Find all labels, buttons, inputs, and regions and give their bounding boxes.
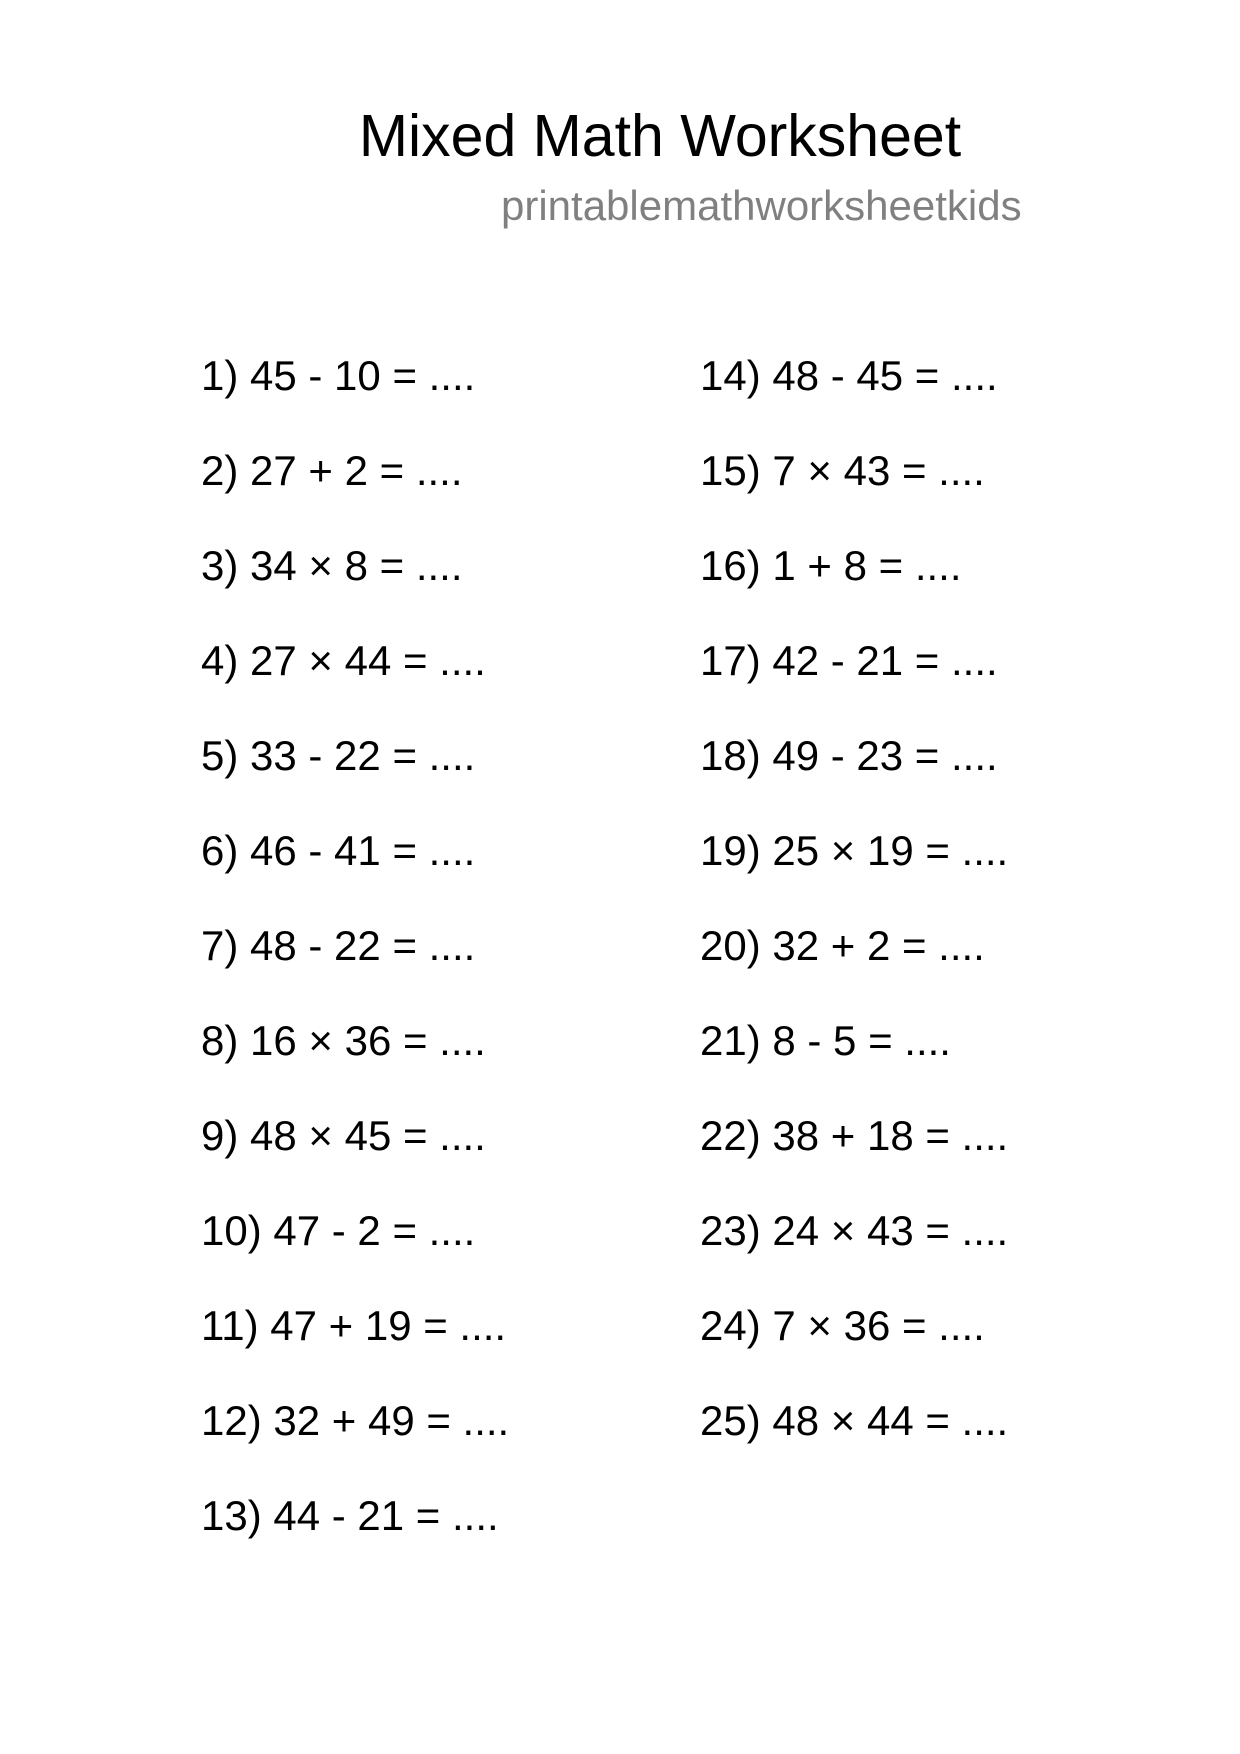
math-problem: 9) 48 × 45 = .... [201,1112,486,1159]
problem-column-left [201,348,509,1583]
math-problem: 17) 42 - 21 = .... [700,637,998,684]
math-problem: 12) 32 + 49 = .... [201,1397,510,1444]
page-subtitle: printablemathworksheetkids [501,182,1022,229]
math-problem: 8) 16 × 36 = .... [201,1017,486,1064]
math-problem: 6) 46 - 41 = .... [201,827,476,874]
math-problem: 20) 32 + 2 = .... [700,922,985,969]
math-problem: 19) 25 × 19 = .... [700,827,1009,874]
math-problem: 2) 27 + 2 = .... [201,447,463,494]
math-problem: 13) 44 - 21 = .... [201,1492,499,1539]
math-problem: 23) 24 × 43 = .... [700,1207,1009,1254]
math-problem: 5) 33 - 22 = .... [201,732,476,779]
math-problem: 22) 38 + 18 = .... [700,1112,1009,1159]
math-problem: 21) 8 - 5 = .... [700,1017,951,1064]
math-problem: 24) 7 × 36 = .... [700,1302,985,1349]
math-problem: 4) 27 × 44 = .... [201,637,486,684]
math-problem: 25) 48 × 44 = .... [700,1397,1009,1444]
math-problem: 18) 49 - 23 = .... [700,732,998,779]
math-problem: 3) 34 × 8 = .... [201,542,463,589]
math-problem: 11) 47 + 19 = .... [201,1302,507,1349]
math-problem: 7) 48 - 22 = .... [201,922,476,969]
math-problem: 16) 1 + 8 = .... [700,542,962,589]
problem-column-right [700,348,1008,1488]
math-problem: 1) 45 - 10 = .... [201,352,476,399]
math-problem: 15) 7 × 43 = .... [700,447,985,494]
page-title: Mixed Math Worksheet [358,103,962,169]
math-problem: 14) 48 - 45 = .... [700,352,998,399]
math-problem: 10) 47 - 2 = .... [201,1207,476,1254]
